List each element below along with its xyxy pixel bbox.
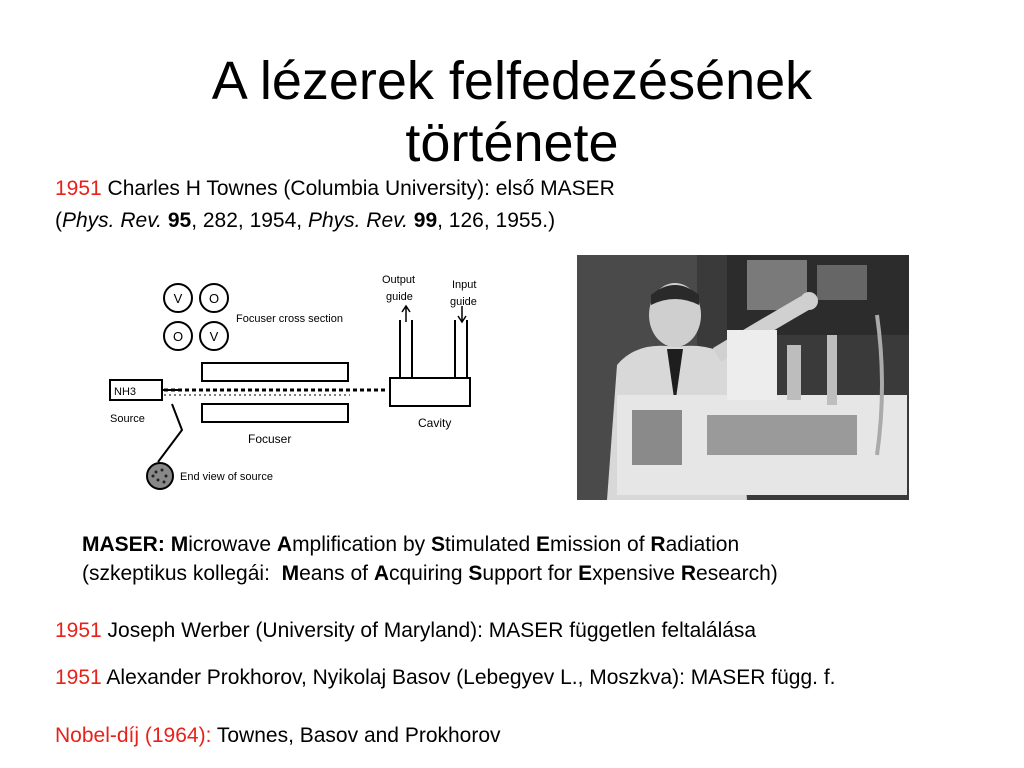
acronym-line-2 (82, 559, 778, 588)
acronym-word: eans of (299, 562, 374, 585)
acronym-letter: R (680, 562, 697, 585)
nobel-text: Townes, Basov and Prokhorov (211, 724, 501, 747)
acronym-letter: R (650, 533, 666, 556)
acronym-word: upport for (482, 562, 579, 585)
focuser-label: Focuser (248, 432, 292, 446)
input-guide-label-1: Input (452, 279, 477, 291)
input-arrow (458, 306, 466, 322)
townes-maser-photo (577, 255, 909, 500)
journal-2: Phys. Rev. (307, 209, 408, 232)
ref-open: ( (55, 209, 62, 232)
circle-label-2: O (208, 291, 220, 306)
skeptic-prefix: (szkeptikus kollegái: (82, 562, 282, 585)
source-label: Source (110, 413, 145, 425)
maser-acronym (82, 530, 778, 588)
acronym-word: adiation (665, 533, 740, 556)
acronym-word: mission of (550, 533, 651, 556)
nh3-label: NH3 (114, 386, 137, 398)
acronym-word: timulated (444, 533, 537, 556)
slide-title (0, 50, 1024, 174)
output-guide-label-2: guide (386, 291, 413, 303)
acronym-word: mplification by (292, 533, 431, 556)
entry-text: Charles H Townes (Columbia University): első MASER (101, 177, 615, 200)
circle-label-4: V (209, 329, 219, 344)
focuser-bottom-plate (202, 404, 348, 422)
acronym-letter: A (373, 562, 389, 585)
input-guide-label-2: guide (450, 296, 477, 308)
entry-text: Alexander Prokhorov, Nyikolaj Basov (Lebegyev L., Moszkva): MASER függ. f. (101, 666, 836, 689)
volume-2: 99 (413, 209, 438, 232)
entry-text: Joseph Werber (University of Maryland): MASER független feltalálása (101, 619, 757, 642)
pages-2: , 126, 1955.) (437, 209, 556, 232)
acronym-word: icrowave (188, 533, 277, 556)
acronym-line-1 (82, 530, 778, 559)
acronym-letter: M (170, 533, 189, 556)
source-pointer (158, 404, 182, 462)
maser-diagram (100, 262, 520, 500)
focuser-cross-section-label: Focuser cross section (236, 313, 343, 325)
journal-1: Phys. Rev. (62, 209, 162, 232)
circle-label-1: V (173, 291, 183, 306)
title-line-1: A lézerek felfedezésének (211, 51, 813, 112)
title-line-2: története (405, 113, 619, 174)
pages-1: , 282, 1954, (191, 209, 308, 232)
end-view-circle (147, 463, 173, 489)
volume-1: 95 (167, 209, 192, 232)
circle-label-3: O (172, 329, 184, 344)
entry-year: 1951 (55, 177, 102, 200)
entry-prokhorov-basov (55, 665, 836, 691)
acronym-letter: S (430, 533, 445, 556)
acronym-word: xpensive (592, 562, 681, 585)
acronym-letter: S (468, 562, 483, 585)
focuser-top-plate (202, 363, 348, 381)
entry-townes-reference (55, 208, 555, 234)
acronym-word: cquiring (389, 562, 469, 585)
acronym-word: esearch) (696, 562, 778, 585)
entry-year: 1951 (55, 666, 102, 689)
entry-townes (55, 176, 615, 202)
acronym-label: MASER: (82, 533, 165, 556)
nobel-label: Nobel-díj (1964): (55, 724, 212, 747)
acronym-letter: E (536, 533, 551, 556)
apparatus-cylinder (727, 330, 777, 400)
cavity-box (390, 378, 470, 406)
end-view-label: End view of source (180, 471, 273, 483)
acronym-letter: M (281, 562, 300, 585)
cavity-label: Cavity (418, 416, 452, 430)
entry-year: 1951 (55, 619, 102, 642)
entry-werber (55, 618, 756, 644)
acronym-letter: A (276, 533, 293, 556)
nobel-prize-line (55, 723, 501, 749)
output-arrow (402, 306, 410, 322)
output-guide-label-1: Output (382, 274, 416, 286)
acronym-letter: E (578, 562, 593, 585)
